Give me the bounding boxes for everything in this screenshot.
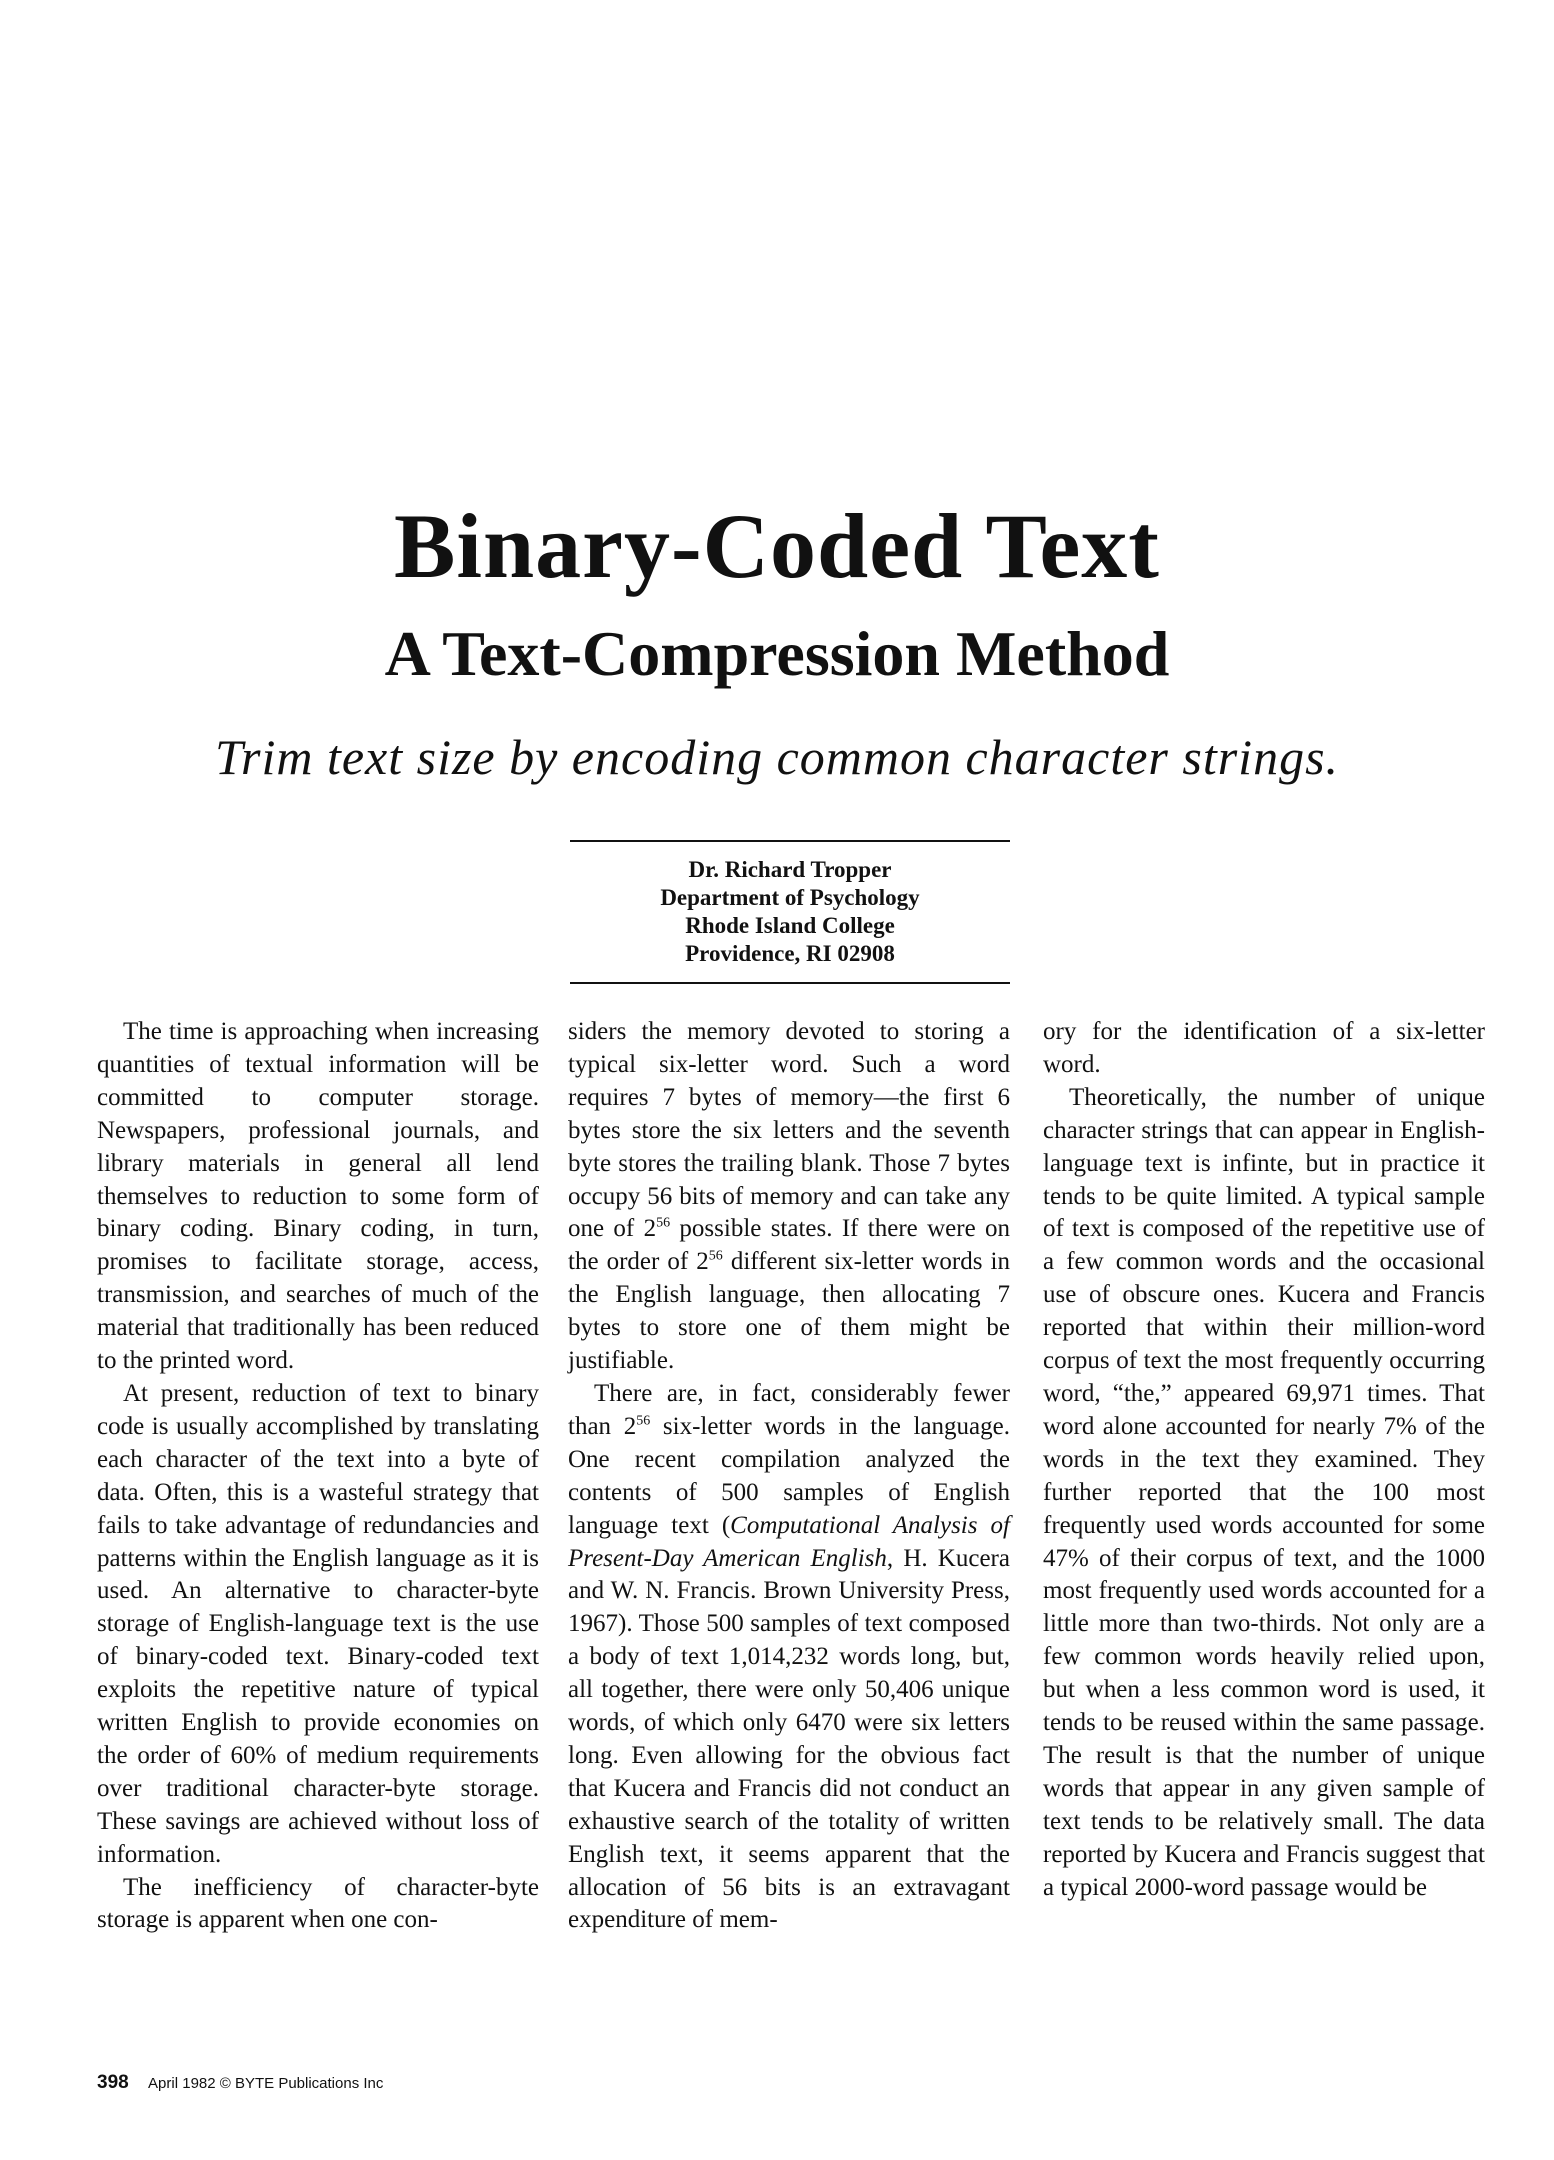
text-run: There are, in fact, considerably fewer than 2: [568, 1379, 1010, 1440]
author-department: Department of Psychology: [660, 885, 920, 910]
page-number: 398: [97, 2072, 129, 2093]
author-address: Providence, RI 02908: [685, 941, 895, 966]
text-run: siders the memory devoted to storing a typical six-letter word. Such a word requires 7 bytes of memory—the first 6 bytes store the six letters and the seventh byte stores the trailing blank. Those 7 bytes occupy 56 bits of memory and can take any one of 2: [568, 1018, 1010, 1243]
text-column-1: [97, 1016, 539, 1937]
publication-credit: April 1982 © BYTE Publications Inc: [148, 2075, 384, 2092]
text-run: six-letter words in the language. One recent compilation analyzed the contents of 500 samples of English language text (: [568, 1412, 1011, 1539]
author-institution: Rhode Island College: [685, 913, 895, 938]
text-column-3: [1043, 1016, 1485, 1904]
paragraph: [568, 1016, 1010, 1378]
article-deck: Trim text size by encoding common character strings.: [214, 729, 1340, 785]
article-title: Binary-Coded Text: [394, 495, 1160, 597]
paragraph: At present, reduction of text to binary code is usually accomplished by translating each character of the text into a byte of data. Often, this is a wasteful strategy that fails to take advantage of redundancies and patterns within the English language as it is used. An alternative to character-byte storage of English-language text is the use of binary-coded text. Binary-coded text exploits the repetitive nature of typical written English to provide economies on the order of 60% of medium requirements over traditional character-byte storage. These savings are achieved without loss of information.: [97, 1379, 539, 1868]
text-run: , H. Kucera and W. N. Francis. Brown University Press, 1967). Those 500 samples of text composed a body of text 1,014,232 words long, but, all together, there were only 50,406 unique words, of which only 6470 were six letters long. Even allowing for the obvious fact that Kucera and Francis did not conduct an exhaustive search of the totality of written English text, it seems apparent that the allocation of 56 bits is an extravagant expenditure of mem-: [568, 1544, 1010, 1934]
paragraph: The inefficiency of character-byte storage is apparent when one con-: [97, 1873, 539, 1934]
paragraph: ory for the identification of a six-letter word.: [1043, 1018, 1485, 1078]
text-run: different six-letter words in the English language, then allocating 7 bytes to store one of them might be justifiable.: [568, 1248, 1010, 1375]
exponent: 56: [708, 1249, 723, 1265]
text-run: possible states. If there were on the order of 2: [568, 1215, 1010, 1276]
paragraph: The time is approaching when increasing quantities of textual information will be committed to computer storage. Newspapers, professional journals, and library materials in general all lend themselves to reduction to some form of binary coding. Binary coding, in turn, promises to facilitate storage, access, transmission, and searches of much of the material that traditionally has been reduced to the printed word.: [97, 1018, 539, 1375]
text-column-2: [568, 1016, 1010, 1937]
exponent: 56: [636, 1413, 651, 1429]
author-name: Dr. Richard Tropper: [688, 857, 892, 882]
page-footer: [97, 2072, 383, 2094]
article-subtitle: A Text-Compression Method: [384, 618, 1170, 689]
exponent: 56: [656, 1216, 671, 1232]
author-byline: [570, 840, 1010, 984]
citation-title: Computational Analysis of Present-Day American English: [568, 1511, 1010, 1572]
paragraph: Theoretically, the number of unique character strings that can appear in English-language text is infinte, but in practice it tends to be quite limited. A typical sample of text is composed of the repetitive use of a few common words and the occasional use of obscure ones. Kucera and Francis reported that within their million-word corpus of text the most frequently occurring word, “the,” appeared 69,971 times. That word alone accounted for nearly 7% of the words in the text they examined. They further reported that the 100 most frequently used words accounted for some 47% of their corpus of text, and the 1000 most frequently used words accounted for a little more than two-thirds. Not only are a few common words heavily relied upon, but when a less common word is used, it tends to be reused within the same passage. The result is that the number of unique words that appear in any given sample of text tends to be relatively small. The data reported by Kucera and Francis suggest that a typical 2000-word passage would be: [1043, 1083, 1485, 1901]
paragraph: [568, 1378, 1010, 1937]
